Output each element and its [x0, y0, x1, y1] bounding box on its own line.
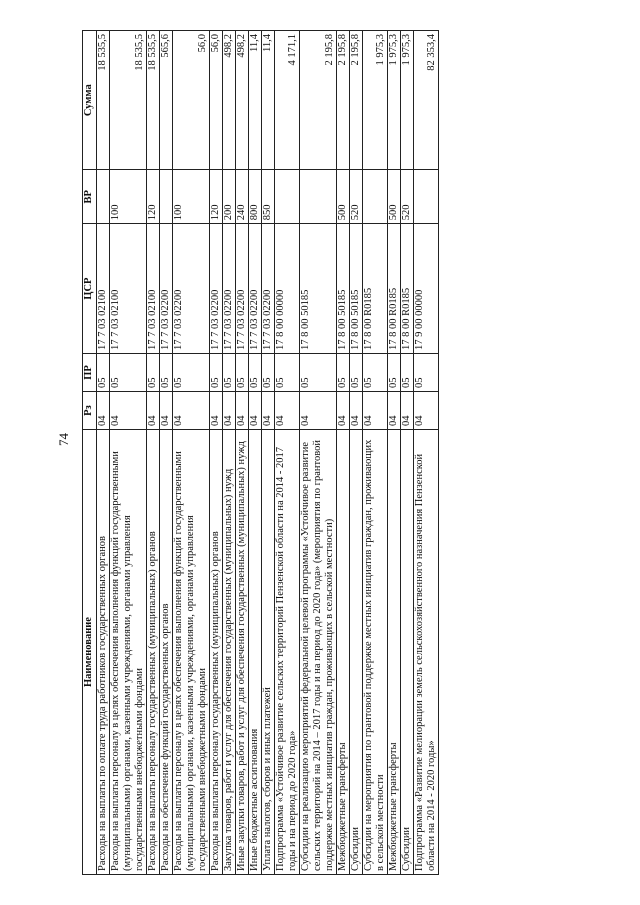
- cell-csr: 17 7 03 02200: [160, 224, 173, 354]
- cell-name: Субсидии на мероприятия по грантовой поддержке местных инициатив граждан, проживающих в сельской местности: [363, 430, 388, 875]
- cell-sum: 11,4: [249, 31, 262, 170]
- table-row: [223, 31, 236, 875]
- budget-table: [82, 30, 439, 875]
- cell-csr: 17 7 03 02200: [173, 224, 210, 354]
- cell-rz: 04: [300, 392, 337, 430]
- table-row: [337, 31, 350, 875]
- cell-name: Закупка товаров, работ и услуг для обеспечения государственных (муниципальных) нужд: [223, 430, 236, 875]
- cell-csr: 17 7 03 02100: [97, 224, 110, 354]
- cell-vr: [414, 170, 439, 224]
- cell-rz: 04: [363, 392, 388, 430]
- cell-rz: 04: [275, 392, 300, 430]
- cell-pr: 05: [160, 354, 173, 392]
- cell-csr: 17 8 00 00000: [275, 224, 300, 354]
- cell-sum: 4 171,1: [275, 31, 300, 170]
- table-row: [350, 31, 363, 875]
- cell-pr: 05: [275, 354, 300, 392]
- table-row: [275, 31, 300, 875]
- cell-csr: 17 7 03 02100: [110, 224, 147, 354]
- header-pr: ПР: [83, 354, 97, 392]
- cell-sum: 18 535,5: [97, 31, 110, 170]
- cell-name: Субсидии: [401, 430, 414, 875]
- cell-vr: 120: [147, 170, 160, 224]
- table-row: [249, 31, 262, 875]
- cell-rz: 04: [97, 392, 110, 430]
- cell-pr: 05: [363, 354, 388, 392]
- cell-pr: 05: [262, 354, 275, 392]
- cell-rz: 04: [147, 392, 160, 430]
- cell-sum: 18 535,5: [147, 31, 160, 170]
- cell-rz: 04: [210, 392, 223, 430]
- cell-vr: 520: [350, 170, 363, 224]
- cell-vr: [97, 170, 110, 224]
- cell-rz: 04: [173, 392, 210, 430]
- cell-rz: 04: [337, 392, 350, 430]
- cell-name: Расходы на выплаты персоналу государственных (муниципальных) органов: [210, 430, 223, 875]
- cell-rz: 04: [388, 392, 401, 430]
- cell-sum: 498,2: [236, 31, 249, 170]
- header-name: Наименование: [83, 430, 97, 875]
- cell-vr: 120: [210, 170, 223, 224]
- cell-pr: 05: [110, 354, 147, 392]
- cell-rz: 04: [262, 392, 275, 430]
- cell-vr: 520: [401, 170, 414, 224]
- cell-pr: 05: [350, 354, 363, 392]
- cell-vr: [363, 170, 388, 224]
- cell-pr: 05: [147, 354, 160, 392]
- cell-csr: 17 8 00 50185: [350, 224, 363, 354]
- header-rz: Рз: [83, 392, 97, 430]
- table-row: [363, 31, 388, 875]
- cell-name: Субсидии: [350, 430, 363, 875]
- table-header-row: [83, 31, 97, 875]
- cell-sum: 565,6: [160, 31, 173, 170]
- cell-csr: 17 8 00 50185: [300, 224, 337, 354]
- cell-name: Подпрограмма «Устойчивое развитие сельских территорий Пензенской области на 2014 - 2017 годы и на период до 2020 года»: [275, 430, 300, 875]
- header-vr: ВР: [83, 170, 97, 224]
- table-row: [110, 31, 147, 875]
- cell-vr: 100: [173, 170, 210, 224]
- cell-pr: 05: [173, 354, 210, 392]
- table-row: [210, 31, 223, 875]
- cell-csr: 17 7 03 02200: [210, 224, 223, 354]
- cell-vr: 500: [337, 170, 350, 224]
- budget-table-container: [82, 30, 622, 875]
- table-row: [236, 31, 249, 875]
- cell-csr: 17 8 00 R0185: [401, 224, 414, 354]
- cell-name: Расходы на выплаты по оплате труда работников государственных органов: [97, 430, 110, 875]
- table-row: [97, 31, 110, 875]
- cell-vr: 850: [262, 170, 275, 224]
- cell-sum: 498,2: [223, 31, 236, 170]
- cell-pr: 05: [97, 354, 110, 392]
- cell-name: Межбюджетные трансферты: [337, 430, 350, 875]
- cell-name: Иные бюджетные ассигнования: [249, 430, 262, 875]
- cell-csr: 17 8 00 50185: [337, 224, 350, 354]
- cell-sum: 1 975,3: [388, 31, 401, 170]
- cell-name: Расходы на выплаты персоналу государственных (муниципальных) органов: [147, 430, 160, 875]
- cell-sum: 56,0: [210, 31, 223, 170]
- cell-rz: 04: [414, 392, 439, 430]
- table-row: [262, 31, 275, 875]
- table-body: [97, 31, 439, 875]
- cell-vr: [160, 170, 173, 224]
- cell-name: Иные закупки товаров, работ и услуг для обеспечения государственных (муниципальных) нужд: [236, 430, 249, 875]
- cell-sum: 2 195,8: [350, 31, 363, 170]
- cell-csr: 17 7 03 02200: [223, 224, 236, 354]
- table-row: [401, 31, 414, 875]
- cell-vr: [300, 170, 337, 224]
- table-row: [147, 31, 160, 875]
- table-row: [300, 31, 337, 875]
- cell-csr: 17 7 03 02200: [249, 224, 262, 354]
- table-row: [160, 31, 173, 875]
- cell-rz: 04: [223, 392, 236, 430]
- cell-sum: 56,0: [173, 31, 210, 170]
- cell-vr: 200: [223, 170, 236, 224]
- cell-sum: 1 975,3: [363, 31, 388, 170]
- cell-vr: 100: [110, 170, 147, 224]
- cell-sum: 18 535,5: [110, 31, 147, 170]
- cell-sum: 2 195,8: [300, 31, 337, 170]
- header-csr: ЦСР: [83, 224, 97, 354]
- page-number: 74: [56, 433, 71, 446]
- cell-pr: 05: [388, 354, 401, 392]
- table-row: [173, 31, 210, 875]
- cell-rz: 04: [160, 392, 173, 430]
- cell-sum: 2 195,8: [337, 31, 350, 170]
- cell-name: Расходы на выплаты персоналу в целях обеспечения выполнения функций государственными (муниципальными) органами, казенными учреждениями, органами управления государственными внебюджетными фондами: [173, 430, 210, 875]
- cell-name: Межбюджетные трансферты: [388, 430, 401, 875]
- cell-csr: 17 7 03 02200: [262, 224, 275, 354]
- cell-csr: 17 7 03 02100: [147, 224, 160, 354]
- cell-sum: 1 975,3: [401, 31, 414, 170]
- cell-rz: 04: [110, 392, 147, 430]
- table-row: [414, 31, 439, 875]
- cell-csr: 17 8 00 R0185: [388, 224, 401, 354]
- cell-vr: 500: [388, 170, 401, 224]
- cell-pr: 05: [236, 354, 249, 392]
- cell-pr: 05: [210, 354, 223, 392]
- cell-pr: 05: [414, 354, 439, 392]
- cell-rz: 04: [401, 392, 414, 430]
- cell-name: Субсидии на реализацию мероприятий федеральной целевой программы «Устойчивое развитие сельских территорий на 2014 – 2017 годы и на период до 2020 года» (мероприятия по грантовой поддержке местных инициатив граждан, проживающих в сельской местности): [300, 430, 337, 875]
- cell-rz: 04: [236, 392, 249, 430]
- cell-rz: 04: [249, 392, 262, 430]
- cell-csr: 17 7 03 02200: [236, 224, 249, 354]
- cell-vr: 800: [249, 170, 262, 224]
- header-sum: Сумма: [83, 31, 97, 170]
- cell-name: Расходы на обеспечение функций государственных органов: [160, 430, 173, 875]
- cell-name: Подпрограмма «Развитие мелиорации земель сельскохозяйственного назначения Пензенской области на 2014 - 2020 годы»: [414, 430, 439, 875]
- cell-pr: 05: [300, 354, 337, 392]
- table-row: [388, 31, 401, 875]
- cell-csr: 17 9 00 00000: [414, 224, 439, 354]
- cell-name: Расходы на выплаты персоналу в целях обеспечения выполнения функций государственными (муниципальными) органами, казенными учреждениями, органами управления государственными внебюджетными фондами: [110, 430, 147, 875]
- cell-pr: 05: [337, 354, 350, 392]
- cell-name: Уплата налогов, сборов и иных платежей: [262, 430, 275, 875]
- cell-pr: 05: [401, 354, 414, 392]
- cell-sum: 11,4: [262, 31, 275, 170]
- cell-rz: 04: [350, 392, 363, 430]
- cell-pr: 05: [223, 354, 236, 392]
- cell-csr: 17 8 00 R0185: [363, 224, 388, 354]
- cell-vr: [275, 170, 300, 224]
- cell-pr: 05: [249, 354, 262, 392]
- cell-vr: 240: [236, 170, 249, 224]
- cell-sum: 82 353,4: [414, 31, 439, 170]
